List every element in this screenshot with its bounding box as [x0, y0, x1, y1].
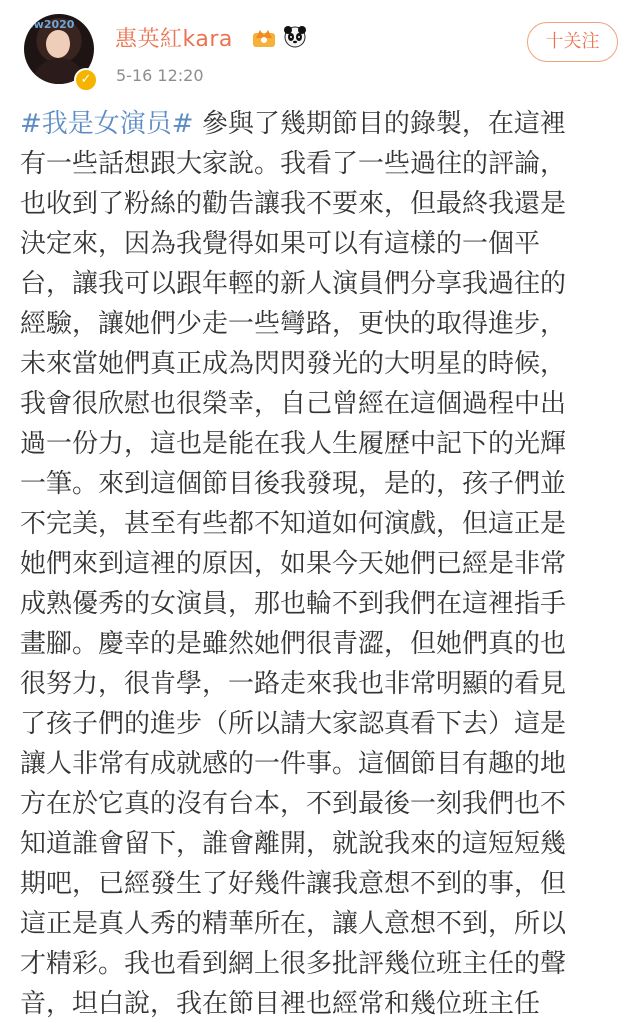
post-line: 知道誰會留下，誰會離開，就說我來的這短短幾: [20, 829, 567, 859]
post-line: 這正是真人秀的精華所在，讓人意想不到，所以: [20, 909, 567, 939]
post-line: 她們來到這裡的原因，如果今天她們已經是非常: [20, 549, 567, 579]
post-line: 有一些話想跟大家說。我看了一些過往的評論，: [20, 149, 567, 179]
post-line: 不完美，甚至有些都不知道如何演戲，但這正是: [20, 509, 567, 539]
post-line: 才精彩。我也看到網上很多批評幾位班主任的聲: [20, 949, 567, 979]
post-line: [20, 104, 622, 144]
post-timestamp: 5-16 12:20: [116, 66, 204, 85]
post-line: 成熟優秀的女演員，那也輪不到我們在這裡指手: [20, 589, 567, 619]
hashtag-link[interactable]: #我是女演员#: [20, 109, 194, 139]
post-line: 音，坦白說，我在節目裡也經常和幾位班主任: [20, 989, 541, 1019]
post-line: 決定來，因為我覺得如果可以有這樣的一個平: [20, 229, 541, 259]
post-line: 也收到了粉絲的勸告讓我不要來，但最終我還是: [20, 189, 567, 219]
follow-button[interactable]: 十关注: [527, 22, 618, 62]
panda-badge-icon[interactable]: [282, 24, 308, 50]
avatar-decoration-text: 8w2020: [26, 18, 75, 31]
post-line: 過一份力，這也是能在我人生履歷中記下的光輝: [20, 429, 567, 459]
crown-badge-icon[interactable]: [251, 24, 277, 50]
post-line: 了孩子們的進步（所以請大家認真看下去）這是: [20, 709, 567, 739]
post-body: [20, 104, 622, 1024]
post-line: 期吧，已經發生了好幾件讓我意想不到的事，但: [20, 869, 567, 899]
verified-icon: ✓: [74, 68, 98, 92]
post-text: 參與了幾期節目的錄製，在這裡: [193, 109, 566, 139]
post-line: 台，讓我可以跟年輕的新人演員們分享我過往的: [20, 269, 567, 299]
post-line: 經驗，讓她們少走一些彎路，更快的取得進步，: [20, 309, 567, 339]
post-header: [0, 0, 640, 104]
post-line: 讓人非常有成就感的一件事。這個節目有趣的地: [20, 749, 567, 779]
post-line: 方在於它真的沒有台本，不到最後一刻我們也不: [20, 789, 567, 819]
post-line: 畫腳。慶幸的是雖然她們很青澀，但她們真的也: [20, 629, 567, 659]
post-line: 我會很欣慰也很榮幸，自己曾經在這個過程中出: [20, 389, 567, 419]
username[interactable]: 惠英紅kara: [115, 27, 233, 52]
post-line: 一筆。來到這個節目後我發現，是的，孩子們並: [20, 469, 567, 499]
post-line: 未來當她們真正成為閃閃發光的大明星的時候，: [20, 349, 567, 379]
post-line: 很努力，很肯學，一路走來我也非常明顯的看見: [20, 669, 567, 699]
